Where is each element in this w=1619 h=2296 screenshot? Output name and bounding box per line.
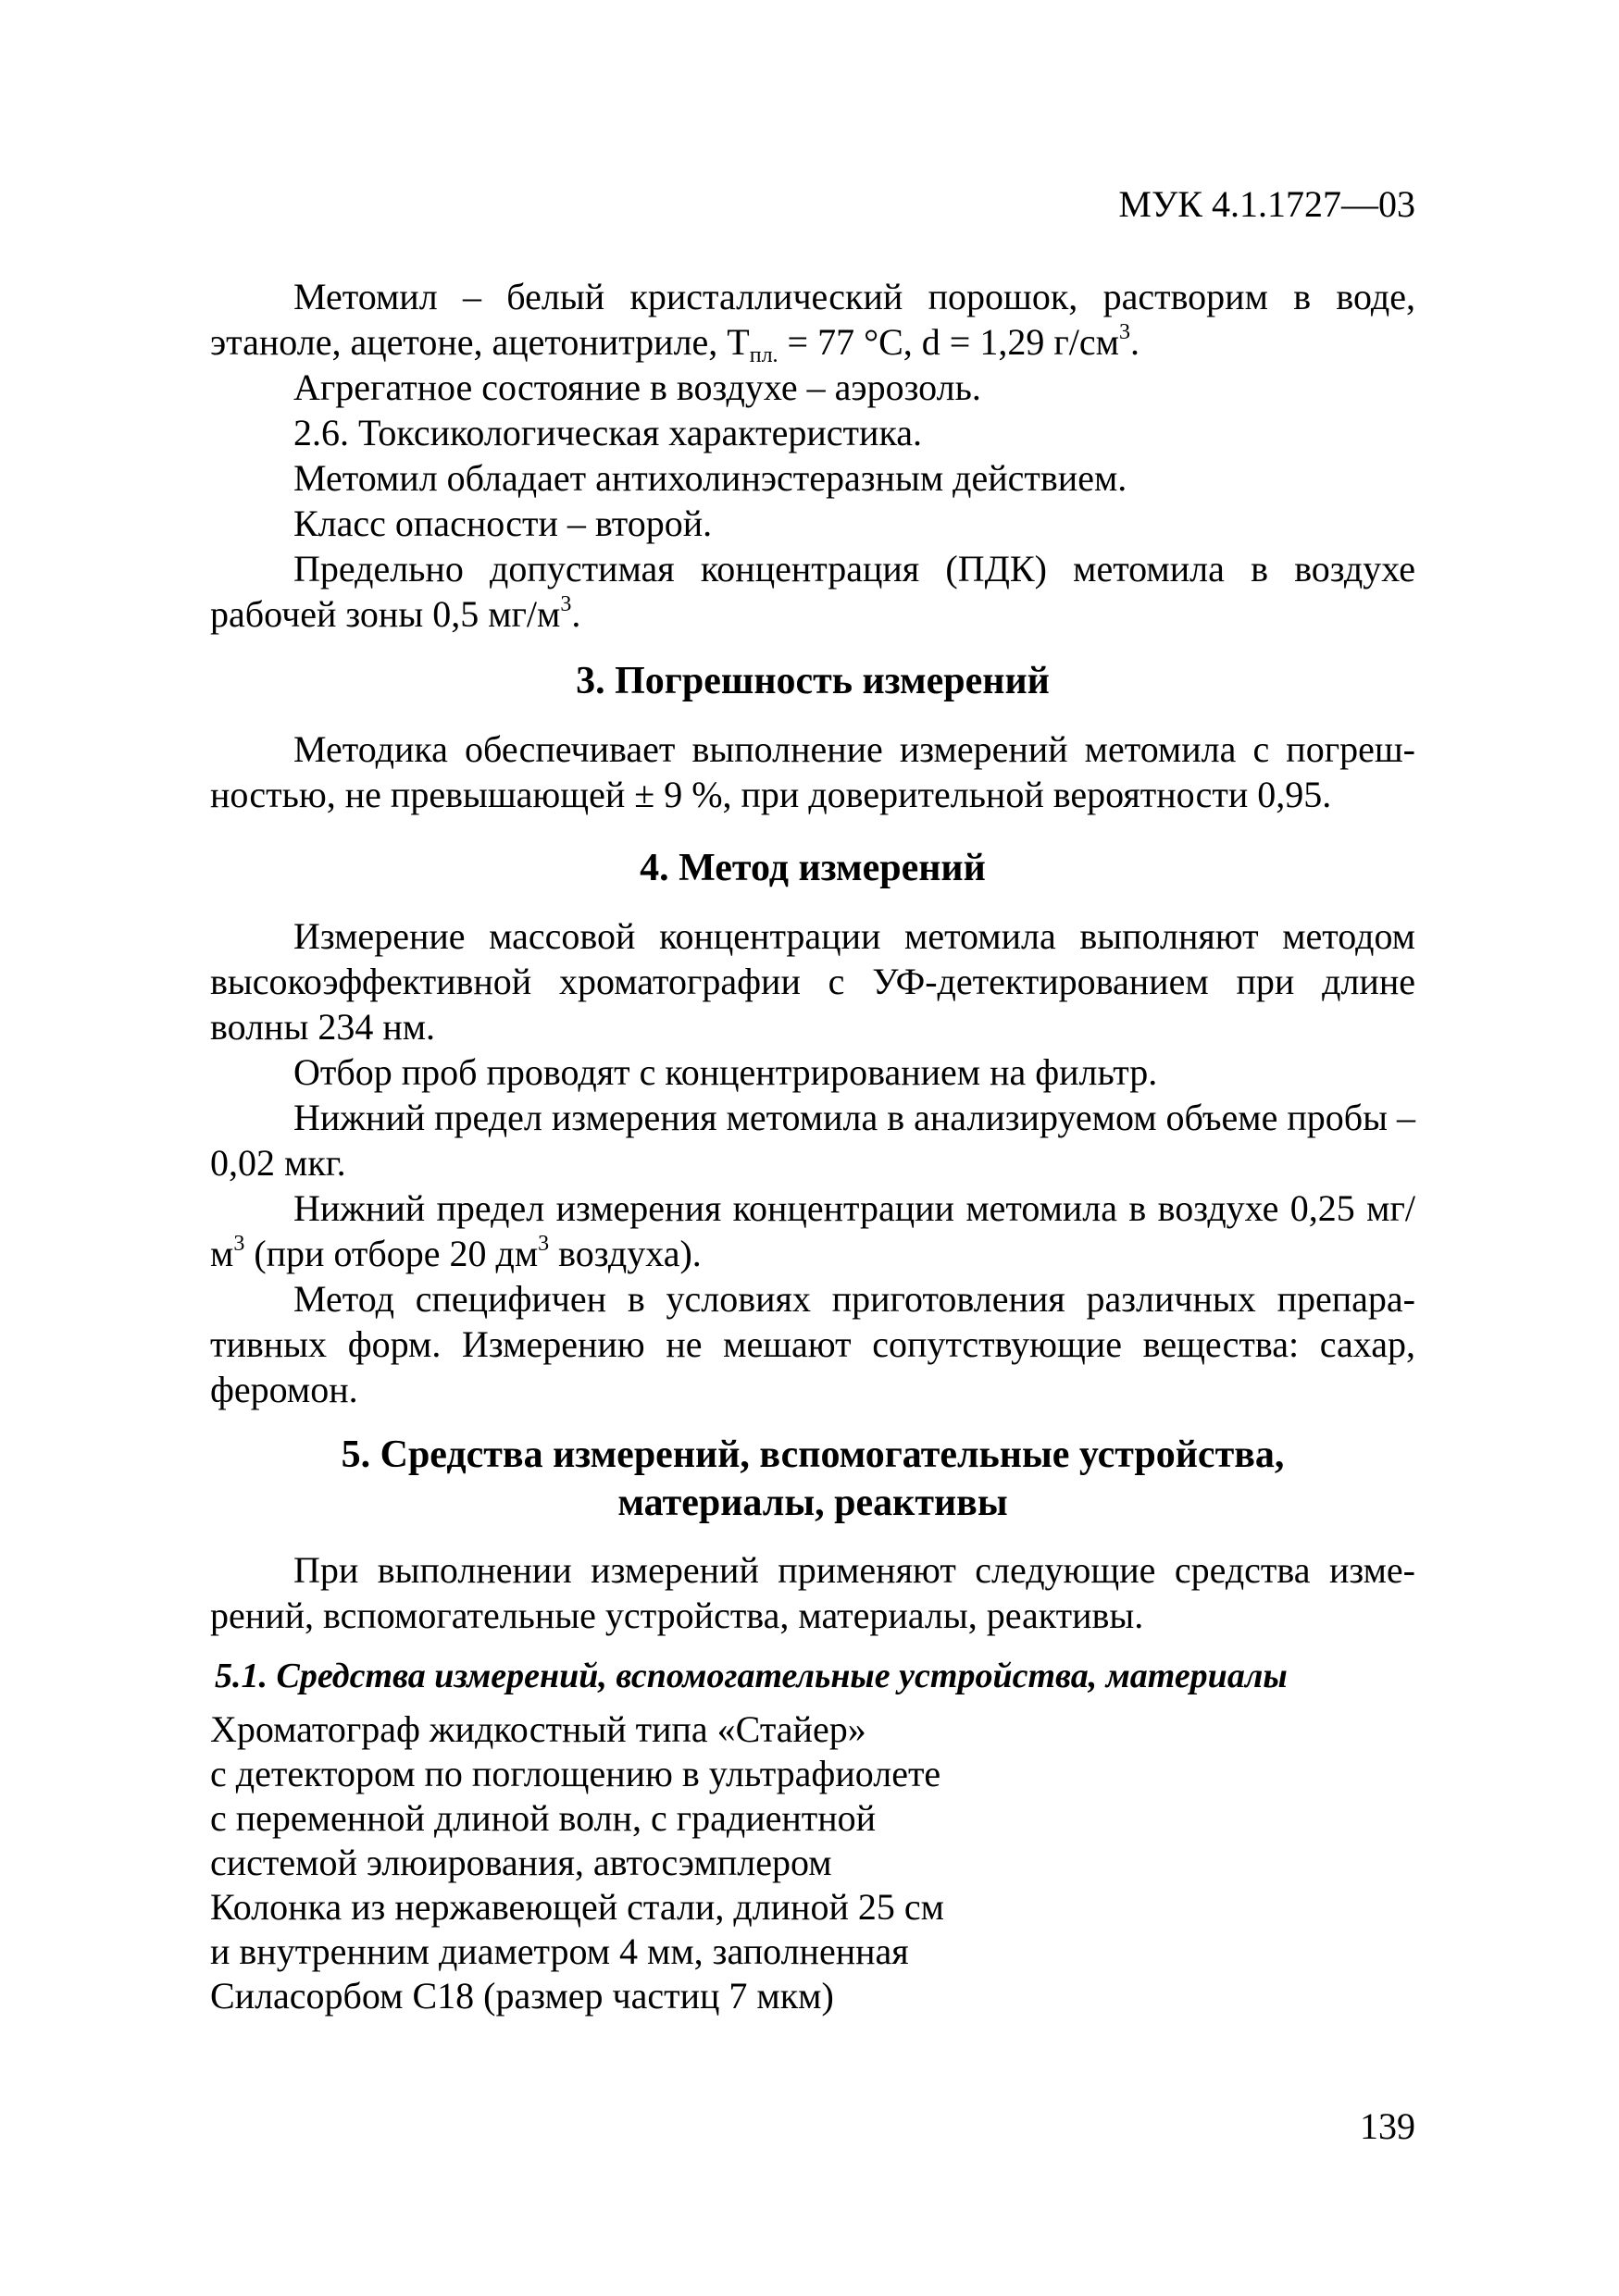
section-5-title-line-1: 5. Средства измерений, вспомогательные устройства, [341, 1433, 1285, 1476]
paragraph-toxicology-heading: 2.6. Токсикологическая характеристика. [293, 412, 923, 453]
section-5-1-title: 5.1. Средства измерений, вспомогательные устройства, материалы [215, 1657, 1288, 1695]
paragraph-aggregate-state: Агрегатное состояние в воздухе – аэрозоль. [293, 366, 981, 408]
section-5-title-line-2: материалы, реактивы [617, 1482, 1008, 1524]
paragraph-anticholinesterase: Метомил обладает антихолинэстеразным действием. [293, 457, 1127, 499]
paragraph-mac: Предельно допустимая концентрация (ПДК) метомила в воздухе рабочей зоны 0,5 $мг/м^3$. [210, 548, 1415, 635]
section-4 [210, 844, 1415, 1412]
section-5 [210, 1431, 1415, 2018]
paragraph-physical-properties: Метомил – белый кристаллический порошок, растворим в воде, этаноле, ацетоне, ацетонитриле, $Т_{пл.} = 77$ °С, d = 1,29 $г/см^3$. [210, 276, 1415, 367]
properties-block [210, 274, 1415, 637]
section-4-paragraph-method: Измерение массовой концентрации метомила выполняют методом высокоэффективной хроматографии с УФ-детектированием при длине волны 234 нм. [210, 915, 1415, 1048]
page-number: 139 [1360, 2105, 1415, 2147]
document-code-header: МУК 4.1.1727—03 [1118, 183, 1415, 225]
section-4-paragraph-lower-limit-mass: Нижний предел измерения метомила в анализируемом объеме пробы – 0,02 мкг. [210, 1097, 1415, 1184]
section-5-intro: При выполнении измерений применяют следующие средства измерений, вспомогательные устройства, материалы, реактивы. [210, 1549, 1415, 1636]
paragraph-hazard-class: Класс опасности – второй. [293, 503, 713, 544]
section-4-paragraph-sampling: Отбор проб проводят с концентрированием на фильтр. [293, 1051, 1158, 1093]
section-4-paragraph-specificity: Метод специфичен в условиях приготовления различных препаративных форм. Измерению не мешают сопутствующие вещества: сахар, феромон. [210, 1278, 1415, 1410]
section-3-text: Методика обеспечивает выполнение измерений метомила с погрешностью, не превышающей ± 9 %, при доверительной вероятности 0,95. [210, 728, 1415, 815]
section-3 [210, 657, 1415, 817]
equipment-list: Хроматограф жидкостный типа «Стайер» с детектором по поглощению в ультрафиолете с переменной длиной волн, с градиентной системой элюирования, автосэмплером Колонка из нержавеющей стали, длиной 25 см и внутренним диаметром 4 мм, заполненная Силасорбом С18 (размер частиц 7 мкм) [210, 1708, 944, 2017]
section-4-title: 4. Метод измерений [640, 847, 986, 889]
section-3-title: 3. Погрешность измерений [576, 660, 1050, 702]
section-4-paragraph-lower-limit-concentration: Нижний предел измерения концентрации метомила в воздухе 0,25 $мг/м^3$ (при отборе 20 $дм^3$ воздуха). [210, 1187, 1415, 1274]
